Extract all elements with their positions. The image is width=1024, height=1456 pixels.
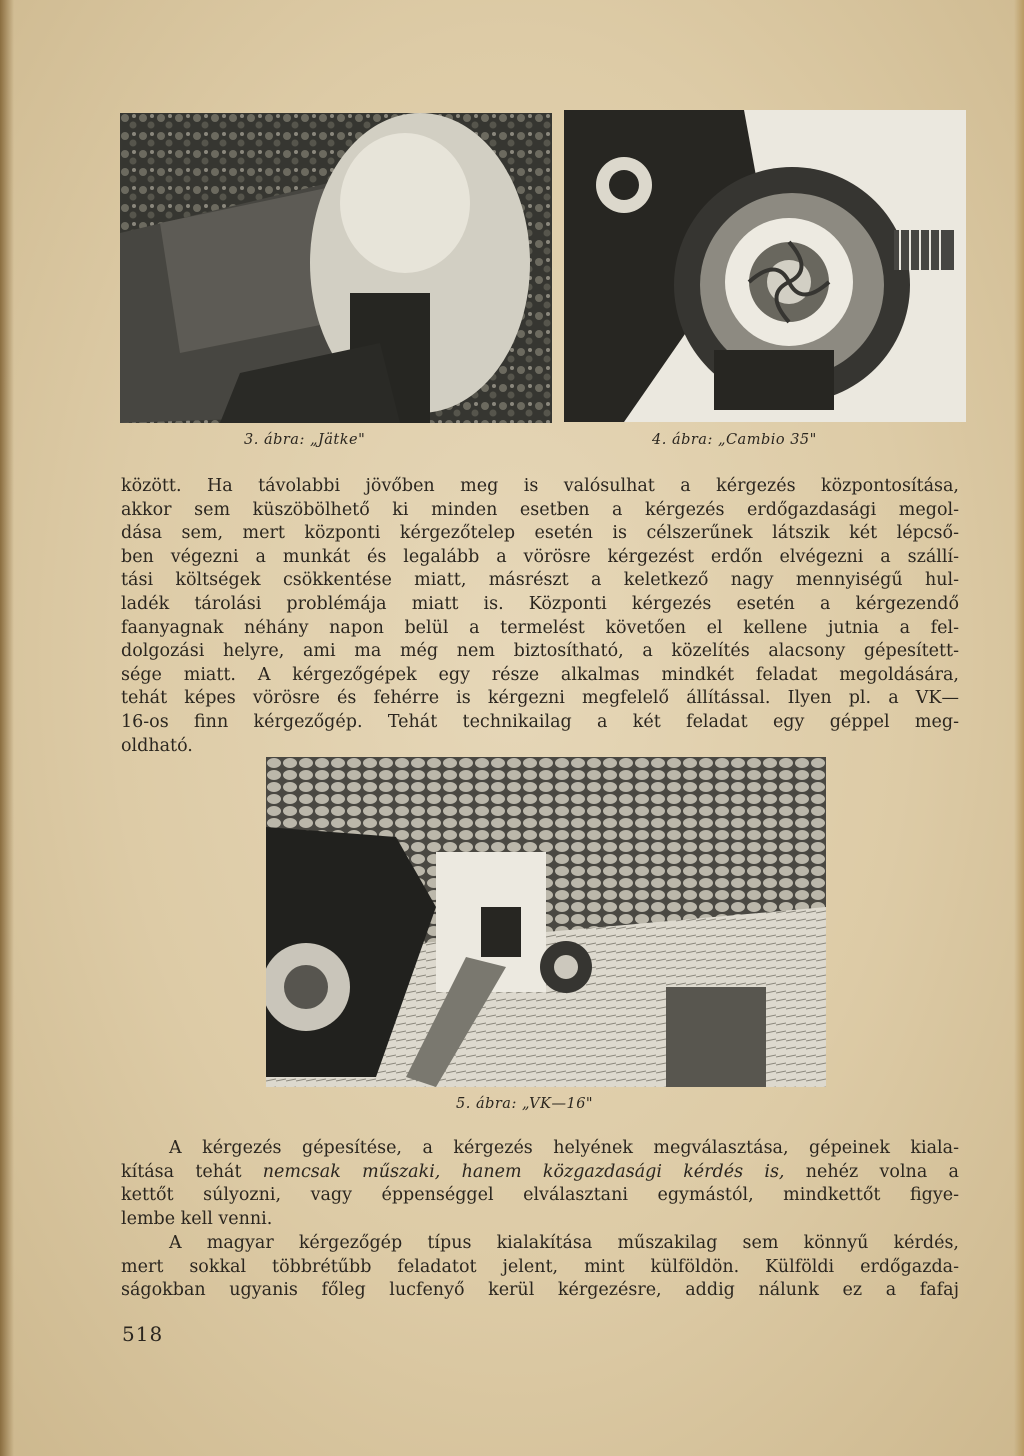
text-line: tehát képes vörösre és fehérre is kérgezni megfelelő állítással. Ilyen pl. a VK—: [121, 688, 959, 709]
figure-5-photo: [266, 757, 826, 1087]
text-segment: A magyar kérgezőgép típus kialakítása műszakilag sem könnyű kérdés,: [169, 1233, 959, 1253]
body-paragraph-2: [121, 1137, 959, 1231]
text-line: kettőt súlyozni, vagy éppenséggel elválasztani egymástól, mindkettőt figye-: [121, 1185, 959, 1206]
page-edge-shadow: [0, 0, 14, 1456]
text-line: között. Ha távolabbi jövőben meg is valósulhat a kérgezés központosítása,: [121, 476, 959, 496]
page-edge-shadow: [1014, 0, 1024, 1456]
body-paragraph-3: [121, 1232, 959, 1303]
body-paragraph-1: [121, 475, 959, 758]
page-number: 518: [122, 1322, 164, 1346]
text-line: [121, 1137, 959, 1161]
figure-3-photo: [120, 113, 552, 423]
text-line: faanyagnak néhány napon belül a termelést követően el kellene jutnia a fel-: [121, 617, 959, 638]
text-line: akkor sem küszöbölhető ki minden esetben a kérgezés erdőgazdasági megol-: [121, 499, 959, 520]
text-segment: A kérgezés gépesítése, a kérgezés helyének megválasztása, gépeinek kiala-: [169, 1138, 959, 1158]
text-line: 16-os finn kérgezőgép. Tehát technikailag a két feladat egy géppel meg-: [121, 711, 959, 732]
figure-5-caption: 5. ábra: „VK—16": [456, 1096, 594, 1112]
text-segment: nehéz volna a: [784, 1161, 959, 1182]
text-line: ben végezni a munkát és legalább a vörösre kérgezést erdőn elvégezni a szállí-: [121, 546, 959, 567]
text-line: ságokban ugyanis főleg lucfenyő kerül kérgezésre, addig nálunk ez a fafaj: [121, 1280, 959, 1301]
text-line: mert sokkal többrétűbb feladatot jelent, mint külföldön. Külföldi erdőgazda-: [121, 1256, 959, 1277]
emphasized-text: nemcsak műszaki, hanem közgazdasági kérdés is,: [262, 1161, 785, 1182]
text-line: [121, 1161, 959, 1185]
text-segment: kítása tehát: [121, 1161, 263, 1182]
text-line: dolgozási helyre, ami ma még nem biztosítható, a közelítés alacsony gépesített-: [121, 641, 959, 662]
text-line: sége miatt. A kérgezőgépek egy része alkalmas mindkét feladat megoldására,: [121, 664, 959, 685]
figure-3-caption: 3. ábra: „Jätke": [244, 432, 366, 448]
text-line: ladék tárolási problémája miatt is. Központi kérgezés esetén a kérgezendő: [121, 593, 959, 614]
figure-4-caption: 4. ábra: „Cambio 35": [652, 432, 817, 448]
text-line: oldható.: [121, 735, 193, 756]
text-line: dása sem, mert központi kérgezőtelep esetén is célszerűnek látszik két lépcső-: [121, 523, 959, 544]
text-line: [121, 1232, 959, 1256]
text-line: tási költségek csökkentése miatt, másrészt a keletkező nagy mennyiségű hul-: [121, 570, 959, 591]
figure-4-photo: [564, 110, 966, 422]
text-line: lembe kell venni.: [121, 1208, 273, 1229]
